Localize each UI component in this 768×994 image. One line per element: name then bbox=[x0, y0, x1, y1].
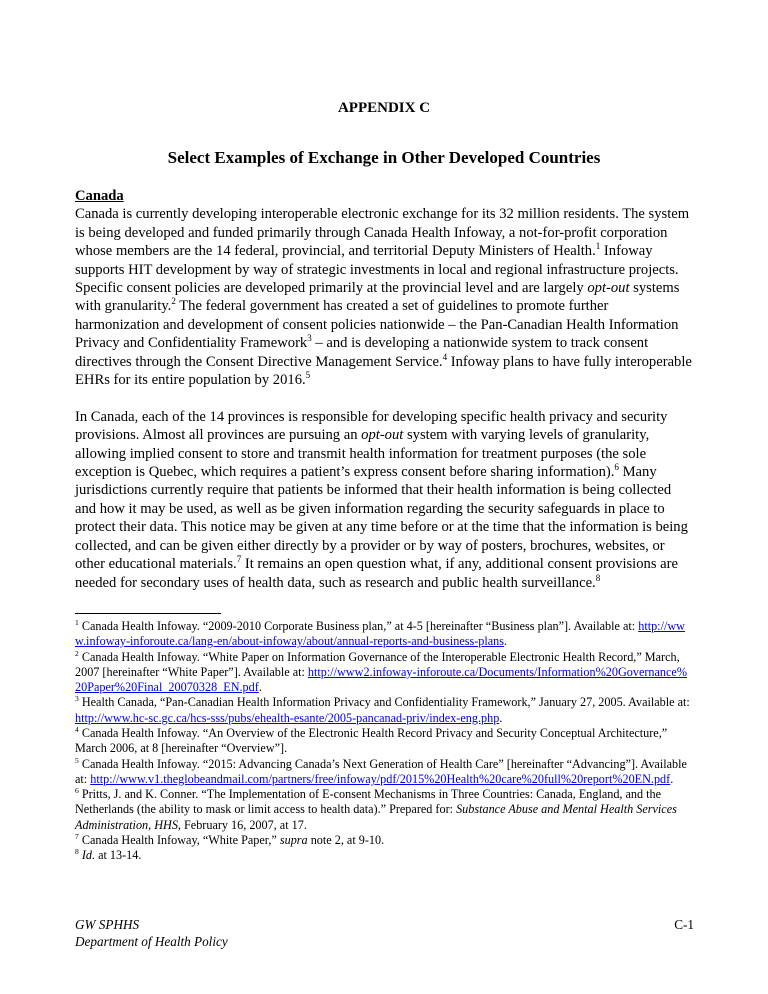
text-run: Health Canada, “Pan-Canadian Health Information Privacy and Confidentiality Framework,” January 27, 2005. Available at: bbox=[81, 695, 690, 710]
text-run: Canada Health Infoway. “2015: Advancing Canada’s Next Generation of Health Care” [hereinafter “Advancing”]. Available at: bbox=[75, 756, 687, 786]
text-run: at 13-14. bbox=[95, 848, 142, 863]
footnote-ref: 7 bbox=[236, 554, 242, 565]
text-run: In Canada, each of the 14 provinces is responsible for developing specific health privacy and security provisions. Almost all provinces are pursuing an bbox=[75, 408, 668, 444]
footnote bbox=[75, 619, 693, 650]
text-run: . bbox=[258, 680, 262, 695]
text-run: , February 16, 2007, at 17. bbox=[177, 817, 307, 832]
text-run: Canada Health Infoway, “White Paper,” bbox=[81, 833, 280, 848]
footnote-marker: 8 bbox=[75, 847, 79, 857]
text-run: systems with granularity. bbox=[75, 280, 680, 315]
footnote-marker: 4 bbox=[75, 724, 79, 734]
footnote-ref: 2 bbox=[171, 296, 176, 307]
footnote bbox=[75, 787, 693, 833]
footnotes-list bbox=[75, 619, 693, 864]
text-run: Many jurisdictions currently require that patients be informed that their health information is being collected and how it may be used, as well as be given information regarding the security safeguards in place to protect their data. This notice may be given at any time before or at the time that the information is being collected, and can be given either directly by a provider or by way of posters, brochures, websites, or other educational materials. bbox=[75, 464, 688, 573]
footnote bbox=[75, 695, 693, 726]
page-footer bbox=[75, 917, 694, 950]
text-run: It remains an open question what, if any, additional consent provisions are needed for secondary uses of health data, such as research and public health surveillance. bbox=[75, 556, 678, 591]
text-run: system with varying levels of granularity, allowing implied consent to store and transmit health information for treatment purposes (the sole exception is Quebec, which requires a patient’s express consent before sharing information). bbox=[75, 427, 650, 481]
text-run: note 2, at 9-10. bbox=[307, 833, 385, 848]
footnote-link[interactable]: http://www2.infoway-inforoute.ca/Documents/Information%20Governance%20Paper%20Final_20070328_EN.pdf bbox=[75, 664, 687, 695]
text-run: Canada is currently developing interoperable electronic exchange for its 32 million residents. The system is being developed and funded primarily through Canada Health Infoway, a not-for-profit corporation whose members are the 14 federal, provincial, and territorial Deputy Ministers of Health. bbox=[75, 206, 690, 260]
footnote-ref: 3 bbox=[307, 333, 312, 344]
footnote-link[interactable]: http://www.infoway-inforoute.ca/lang-en/about-infoway/about/annual-reports-and-business-plans bbox=[75, 618, 685, 649]
page-number: C-1 bbox=[674, 917, 694, 932]
footer-line-2: Department of Health Policy bbox=[75, 933, 228, 949]
text-run: The federal government has created a set of guidelines to promote further harmonization and development of consent policies nationwide – the Pan-Canadian Health Information Privacy and Confidentiality Framework bbox=[75, 298, 679, 352]
footnote-link[interactable]: http://www.v1.theglobeandmail.com/partners/free/infoway/pdf/2015%20Health%20care%20full%20report%20EN.pdf bbox=[90, 771, 671, 786]
paragraph bbox=[75, 408, 693, 592]
footnote bbox=[75, 726, 693, 757]
footnote bbox=[75, 757, 693, 788]
footnote-marker: 7 bbox=[75, 832, 79, 842]
footnote-marker: 1 bbox=[75, 617, 79, 627]
footnote-marker: 3 bbox=[75, 694, 79, 704]
footnote-ref: 1 bbox=[595, 241, 601, 252]
footnote-link[interactable]: http://www.hc-sc.gc.ca/hcs-sss/pubs/ehealth-esante/2005-pancanad-priv/index-eng.php bbox=[75, 710, 500, 725]
footnote-ref: 5 bbox=[305, 370, 311, 381]
text-run: . bbox=[670, 771, 674, 786]
footer-org bbox=[75, 917, 228, 950]
italic-text: opt-out bbox=[361, 427, 404, 444]
footer-line-1: GW SPHHS bbox=[75, 917, 140, 932]
text-run: Canada Health Infoway. “2009-2010 Corporate Business plan,” at 4-5 [hereinafter “Business plan”]. Available at: bbox=[81, 618, 639, 633]
text-run: Pritts, J. and K. Conner. “The Implementation of E-consent Mechanisms in Three Countries: Canada, England, and the Netherlands (the ability to mask or limit access to health data).” Prepared for: bbox=[75, 787, 662, 817]
text-run: . bbox=[504, 634, 508, 649]
text-run: Canada Health Infoway. “White Paper on Information Governance of the Interoperable Electronic Health Record,” March, 2007 [hereinafter “White Paper”]. Available at: bbox=[75, 649, 680, 679]
footnote-ref: 8 bbox=[595, 572, 601, 583]
footnote-separator bbox=[75, 613, 221, 614]
italic-text: Substance Abuse and Mental Health Services Administration, HHS bbox=[75, 802, 677, 832]
italic-text: opt-out bbox=[587, 280, 630, 297]
text-run: Canada Health Infoway. “An Overview of the Electronic Health Record Privacy and Security Conceptual Architecture,” March 2006, at 8 [hereinafter “Overview”]. bbox=[75, 726, 668, 756]
section-heading-canada: Canada bbox=[75, 188, 124, 204]
footnote-marker: 6 bbox=[75, 786, 79, 796]
paragraph bbox=[75, 205, 693, 389]
page-title: Select Examples of Exchange in Other Developed Countries bbox=[167, 148, 601, 167]
italic-text: Id. bbox=[81, 848, 96, 863]
text-run: – and is developing a nationwide system to track consent directives through the Consent Directive Management Service. bbox=[75, 335, 649, 370]
footnote bbox=[75, 848, 693, 863]
footnote bbox=[75, 650, 693, 696]
footnote bbox=[75, 833, 693, 848]
italic-text: supra bbox=[279, 833, 308, 848]
text-run: Infoway supports HIT development by way of strategic investments in local and regional infrastructure projects. Specific consent policies are developed primarily at the provincial level and are largely bbox=[75, 243, 679, 297]
text-run: Infoway plans to have fully interoperable EHRs for its entire population by 2016. bbox=[75, 353, 692, 389]
text-run: . bbox=[499, 710, 503, 725]
footnote-ref: 4 bbox=[442, 351, 448, 362]
footnote-ref: 6 bbox=[614, 462, 619, 473]
footnote-marker: 2 bbox=[75, 648, 79, 658]
footnote-marker: 5 bbox=[75, 755, 79, 765]
appendix-label: APPENDIX C bbox=[337, 100, 431, 116]
body-paragraphs bbox=[75, 205, 693, 592]
